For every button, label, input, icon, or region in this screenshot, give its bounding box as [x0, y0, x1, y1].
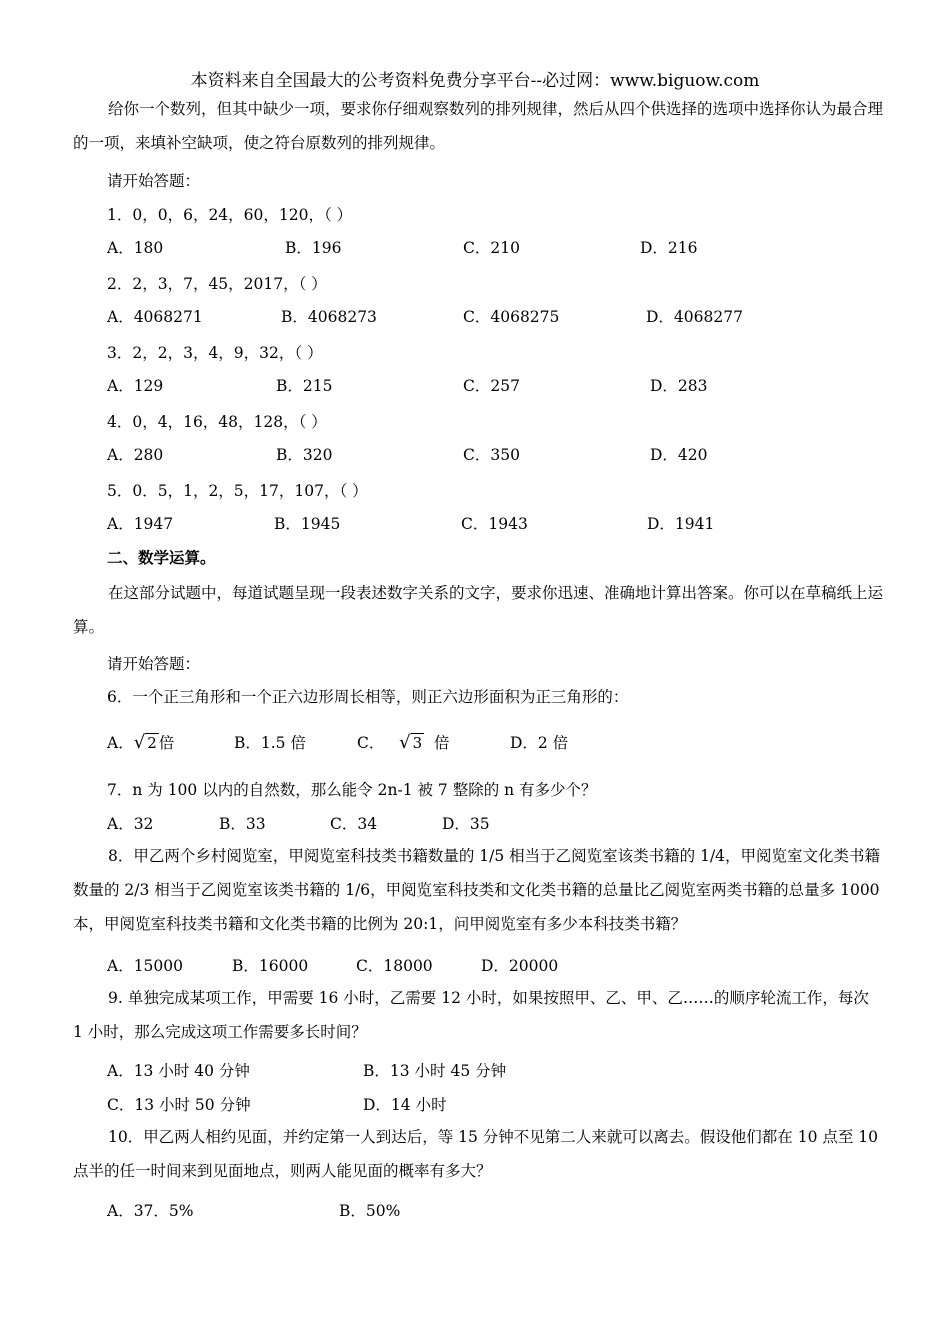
question-10: 10．甲乙两人相约见面，并约定第一人到达后，等 15 分钟不见第二人来就可以离去。假设他们都在 10 点至 10 点半的任一时间来到见面地点，则两人能见面的概率有多大？ — [73, 1128, 879, 1180]
start-prompt-1: 请开始答题： — [107, 172, 201, 190]
q8-option-b: B．16000 — [232, 957, 309, 975]
q6-option-a-radicand: 2 — [147, 734, 157, 752]
q7-option-b: B．33 — [219, 815, 266, 833]
question-5: 5．0．5，1，2，5，17，107，（ ） — [107, 482, 368, 500]
q8-option-c: C．18000 — [356, 957, 433, 975]
q1-option-b: B．196 — [285, 239, 342, 257]
q10-option-b: B．50% — [339, 1202, 401, 1220]
question-8: 8．甲乙两个乡村阅览室，甲阅览室科技类书籍数量的 1/5 相当于乙阅览室该类书籍的 1/4，甲阅览室文化类书籍数量的 2/3 相当于乙阅览室该类书籍的 1/6，甲阅览室科技类和文化类书籍的总量比乙阅览室两类书籍的总量多 1000 本，甲阅览室科技类书籍和文化类书籍的比例为 20:1，问甲阅览室有多少本科技类书籍？ — [73, 847, 881, 933]
q1-option-d: D．216 — [640, 239, 698, 257]
question-4: 4．0，4，16，48，128，（ ） — [107, 413, 327, 431]
question-1: 1．0，0，6，24，60，120，（ ） — [107, 206, 353, 224]
q7-option-c: C．34 — [330, 815, 378, 833]
q2-option-a: A．4068271 — [107, 308, 203, 326]
q1-option-c: C．210 — [463, 239, 520, 257]
sqrt-3-symbol: √ 3 — [399, 732, 423, 753]
q6-option-c — [357, 733, 450, 753]
q4-option-c: C．350 — [463, 446, 520, 464]
q6-option-a-suffix: 倍 — [158, 734, 175, 752]
question-6: 6．一个正三角形和一个正六边形周长相等，则正六边形面积为正三角形的： — [107, 688, 629, 706]
question-2: 2．2，3，7，45，2017，（ ） — [107, 275, 327, 293]
q5-option-d: D．1941 — [647, 515, 715, 533]
q10-option-a: A．37．5% — [107, 1202, 194, 1220]
q9-option-a: A．13 小时 40 分钟 — [107, 1062, 250, 1080]
q3-option-b: B．215 — [276, 377, 333, 395]
q6-option-b: B．1.5 倍 — [234, 734, 306, 752]
q5-option-a: A．1947 — [107, 515, 174, 533]
q4-option-a: A．280 — [107, 446, 164, 464]
intro-paragraph-2: 在这部分试题中，每道试题呈现一段表述数字关系的文字，要求你迅速、准确地计算出答案。你可以在草稿纸上运算。 — [73, 584, 884, 636]
q9-option-c: C．13 小时 50 分钟 — [107, 1096, 251, 1114]
q6-option-c-radicand: 3 — [412, 734, 423, 752]
q2-option-b: B．4068273 — [281, 308, 377, 326]
q9-option-b: B．13 小时 45 分钟 — [363, 1062, 507, 1080]
q3-option-c: C．257 — [463, 377, 520, 395]
q1-option-a: A．180 — [107, 239, 164, 257]
q8-option-a: A．15000 — [107, 957, 184, 975]
q5-option-b: B．1945 — [274, 515, 341, 533]
question-9: 9. 单独完成某项工作，甲需要 16 小时，乙需要 12 小时，如果按照甲、乙、甲、乙……的顺序轮流工作，每次 1 小时，那么完成这项工作需要多长时间？ — [73, 989, 869, 1041]
q3-option-a: A．129 — [107, 377, 164, 395]
q6-option-a — [107, 733, 174, 753]
intro-paragraph-1: 给你一个数列，但其中缺少一项，要求你仔细观察数列的排列规律，然后从四个供选择的选项中选择你认为最合理的一项，来填补空缺项，使之符台原数列的排列规律。 — [73, 100, 884, 152]
q7-option-a: A．32 — [107, 815, 154, 833]
q4-option-b: B．320 — [276, 446, 333, 464]
q6-option-a-prefix: A． — [107, 734, 134, 752]
page-header: 本资料来自全国最大的公考资料免费分享平台--必过网：www.biguow.com — [190, 71, 760, 91]
q9-option-d: D．14 小时 — [363, 1096, 447, 1114]
q6-option-c-suffix: 倍 — [434, 734, 450, 752]
q7-option-d: D．35 — [442, 815, 490, 833]
q2-option-c: C．4068275 — [463, 308, 560, 326]
q5-option-c: C．1943 — [461, 515, 528, 533]
q3-option-d: D．283 — [650, 377, 708, 395]
q4-option-d: D．420 — [650, 446, 708, 464]
q6-option-d: D．2 倍 — [510, 734, 569, 752]
q2-option-d: D．4068277 — [646, 308, 743, 326]
section-2-title: 二、数学运算。 — [107, 548, 216, 567]
q6-option-c-prefix: C． — [357, 734, 385, 752]
q8-option-d: D．20000 — [481, 957, 559, 975]
question-7: 7．n 为 100 以内的自然数，那么能令 2n-1 被 7 整除的 n 有多少个？ — [107, 781, 597, 799]
sqrt-2-symbol: √ 2 — [133, 732, 157, 753]
start-prompt-2: 请开始答题： — [107, 655, 201, 673]
question-3: 3．2，2，3，4，9，32，（ ） — [107, 344, 323, 362]
